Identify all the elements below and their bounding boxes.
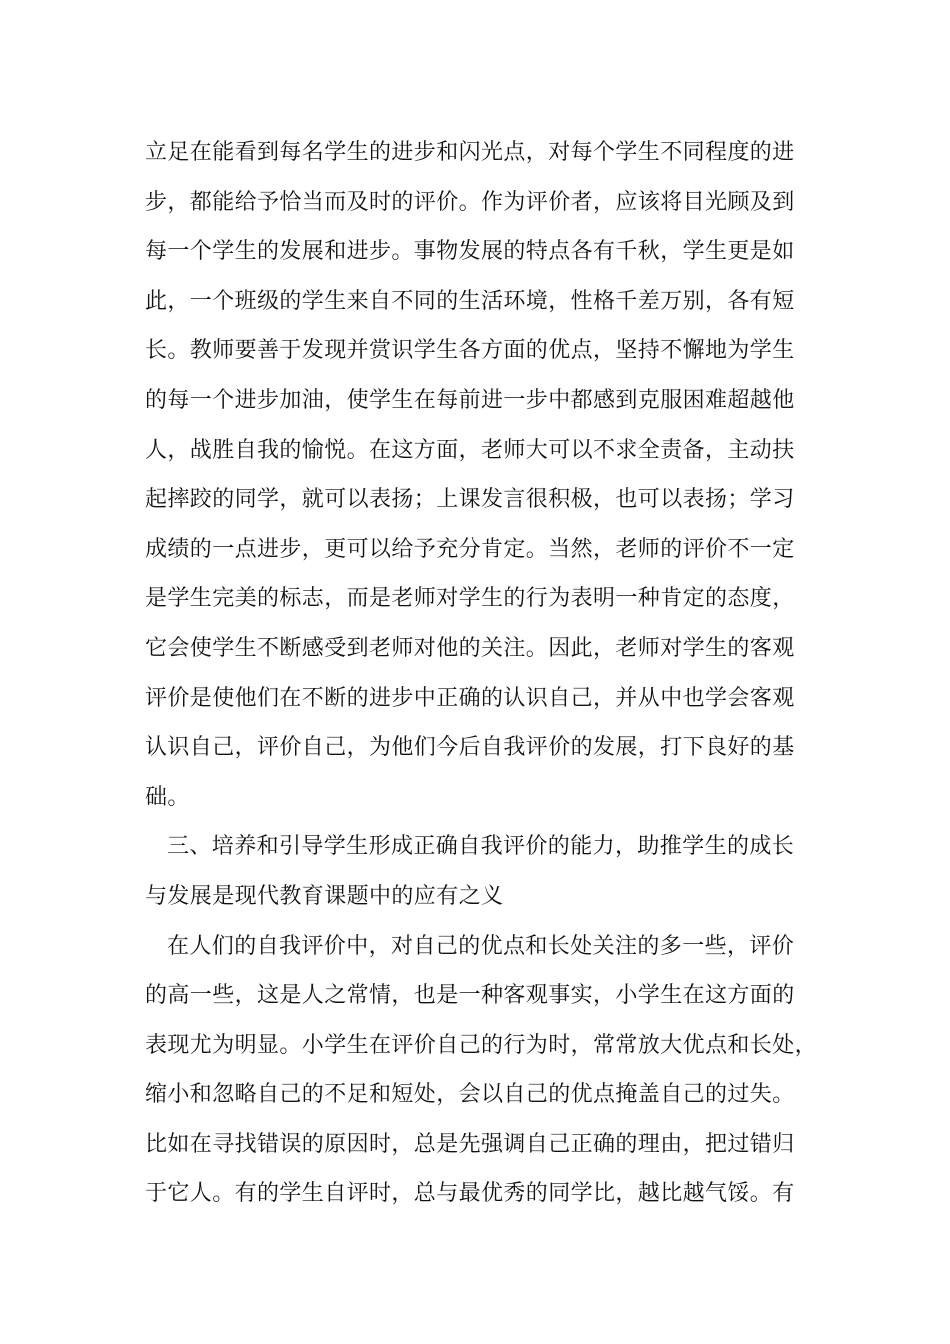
text-line: 础。 — [145, 784, 190, 810]
text-line: 它会使学生不断感受到老师对他的关注。因此，老师对学生的客观 — [145, 635, 795, 661]
text-line: 步，都能给予恰当而及时的评价。作为评价者，应该将目光顾及到 — [145, 189, 795, 215]
text-line: 的每一个进步加油，使学生在每前进一步中都感到克服困难超越他 — [145, 387, 795, 413]
text-line: 每一个学生的发展和进步。事物发展的特点各有千秋，学生更是如 — [145, 239, 795, 265]
text-line: 认识自己，评价自己，为他们今后自我评价的发展，打下良好的基 — [145, 735, 795, 761]
text-line: 起摔跤的同学，就可以表扬；上课发言很积极，也可以表扬；学习 — [145, 487, 795, 513]
text-line: 长。教师要善于发现并赏识学生各方面的优点，坚持不懈地为学生 — [145, 338, 795, 364]
text-line: 是学生完美的标志，而是老师对学生的行为表明一种肯定的态度， — [145, 586, 795, 612]
text-line: 此，一个班级的学生来自不同的生活环境，性格千差万别，各有短 — [145, 288, 795, 314]
text-line: 成绩的一点进步，更可以给予充分肯定。当然，老师的评价不一定 — [145, 536, 795, 562]
text-line: 比如在寻找错误的原因时，总是先强调自己正确的理由，把过错归 — [145, 1131, 795, 1157]
text-line: 立足在能看到每名学生的进步和闪光点，对每个学生不同程度的进 — [145, 140, 795, 165]
text-line: 评价是使他们在不断的进步中正确的认识自己，并从中也学会客观 — [145, 685, 795, 711]
text-line: 于它人。有的学生自评时，总与最优秀的同学比，越比越气馁。有 — [145, 1181, 795, 1207]
text-line: 人，战胜自我的愉悦。在这方面，老师大可以不求全责备，主动扶 — [145, 437, 795, 463]
body-text — [145, 128, 845, 1219]
text-line: 表现尤为明显。小学生在评价自己的行为时，常常放大优点和长处， — [145, 1032, 818, 1058]
text-line: 缩小和忽略自己的不足和短处，会以自己的优点掩盖自己的过失。 — [145, 1082, 795, 1108]
section-heading-line: 三、培养和引导学生形成正确自我评价的能力，助推学生的成长 — [167, 834, 795, 860]
text-line: 的高一些，这是人之常情，也是一种客观事实，小学生在这方面的 — [145, 983, 795, 1009]
text-line: 在人们的自我评价中，对自己的优点和长处关注的多一些，评价 — [167, 933, 795, 959]
section-heading-line: 与发展是现代教育课题中的应有之义 — [145, 883, 504, 909]
